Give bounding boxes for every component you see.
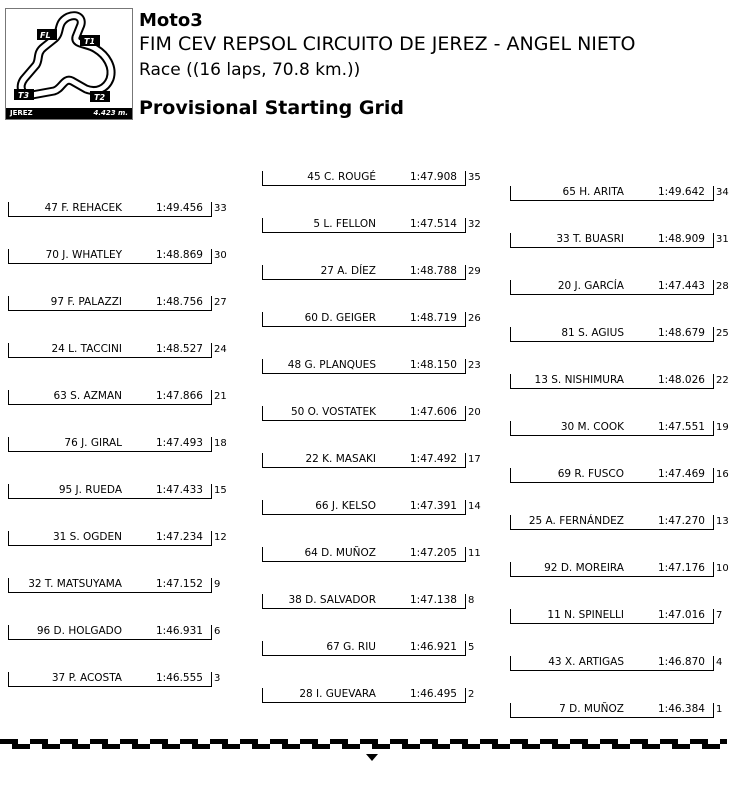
lap-time: 1:47.138 bbox=[410, 594, 466, 609]
grid-position: 4 bbox=[716, 657, 723, 668]
track-map-icon bbox=[6, 9, 132, 109]
grid-position: 22 bbox=[716, 375, 729, 386]
grid-slot bbox=[510, 327, 729, 342]
grid-slot bbox=[262, 688, 475, 703]
rider-name: 76 J. GIRAL bbox=[64, 437, 122, 449]
rider-name: 25 A. FERNÁNDEZ bbox=[528, 515, 624, 527]
grid-slot bbox=[510, 562, 729, 577]
grid-slot bbox=[262, 171, 481, 186]
rider-name: 95 J. RUEDA bbox=[58, 484, 122, 496]
grid-position: 29 bbox=[468, 266, 481, 277]
grid-slot bbox=[8, 249, 227, 264]
grid-slot bbox=[8, 437, 227, 452]
rider-name: 70 J. WHATLEY bbox=[45, 249, 122, 261]
lap-time: 1:48.719 bbox=[410, 312, 466, 327]
grid-slot bbox=[8, 202, 227, 217]
lap-time: 1:47.443 bbox=[658, 280, 714, 295]
grid-position: 28 bbox=[716, 281, 729, 292]
grid-slot bbox=[8, 296, 227, 311]
logo-footer bbox=[6, 108, 132, 119]
rider-name: 32 T. MATSUYAMA bbox=[28, 578, 122, 590]
grid-slot bbox=[262, 406, 481, 421]
rider-name: 97 F. PALAZZI bbox=[50, 296, 122, 308]
grid-position: 30 bbox=[214, 250, 227, 261]
grid-position: 15 bbox=[214, 485, 227, 496]
grid-position: 10 bbox=[716, 563, 729, 574]
grid-slot bbox=[510, 468, 729, 483]
circuit-name: JEREZ bbox=[10, 109, 33, 117]
lap-time: 1:48.788 bbox=[410, 265, 466, 280]
lap-time: 1:48.150 bbox=[410, 359, 466, 374]
grid-slot bbox=[262, 547, 481, 562]
rider-name: 22 K. MASAKI bbox=[305, 453, 376, 465]
direction-arrow-icon bbox=[366, 754, 378, 761]
grid-slot bbox=[8, 484, 227, 499]
grid-slot bbox=[8, 343, 227, 358]
lap-time: 1:46.921 bbox=[410, 641, 466, 656]
grid-position: 19 bbox=[716, 422, 729, 433]
grid-slot bbox=[262, 312, 481, 327]
event-title: FIM CEV REPSOL CIRCUITO DE JEREZ - ANGEL NIETO bbox=[139, 33, 636, 55]
lap-time: 1:46.384 bbox=[658, 703, 714, 718]
sector-label-t2: T2 bbox=[94, 93, 106, 102]
grid-slot bbox=[262, 218, 481, 233]
lap-time: 1:47.152 bbox=[156, 578, 212, 593]
lap-time: 1:46.931 bbox=[156, 625, 212, 640]
grid-position: 1 bbox=[716, 704, 723, 715]
grid-slot bbox=[510, 656, 723, 671]
grid-position: 7 bbox=[716, 610, 723, 621]
grid-slot bbox=[510, 421, 729, 436]
grid-slot bbox=[510, 515, 729, 530]
lap-time: 1:47.866 bbox=[156, 390, 212, 405]
rider-name: 63 S. AZMAN bbox=[53, 390, 122, 402]
rider-name: 65 H. ARITA bbox=[562, 186, 624, 198]
grid-slot bbox=[8, 531, 227, 546]
lap-time: 1:47.908 bbox=[410, 171, 466, 186]
grid-position: 24 bbox=[214, 344, 227, 355]
lap-time: 1:48.909 bbox=[658, 233, 714, 248]
grid-position: 31 bbox=[716, 234, 729, 245]
grid-slot bbox=[8, 672, 221, 687]
rider-name: 92 D. MOREIRA bbox=[544, 562, 624, 574]
start-finish-line bbox=[0, 739, 727, 749]
lap-time: 1:46.495 bbox=[410, 688, 466, 703]
grid-position: 3 bbox=[214, 673, 221, 684]
grid-position: 18 bbox=[214, 438, 227, 449]
lap-time: 1:47.016 bbox=[658, 609, 714, 624]
circuit-logo bbox=[5, 8, 133, 120]
lap-time: 1:47.205 bbox=[410, 547, 466, 562]
grid-position: 8 bbox=[468, 595, 475, 606]
sector-label-t3: T3 bbox=[18, 91, 30, 100]
grid-slot bbox=[262, 500, 481, 515]
grid-slot bbox=[262, 359, 481, 374]
grid-position: 16 bbox=[716, 469, 729, 480]
grid-position: 35 bbox=[468, 172, 481, 183]
grid-position: 25 bbox=[716, 328, 729, 339]
rider-name: 27 A. DÍEZ bbox=[320, 265, 376, 277]
sector-label-fl: FL bbox=[40, 31, 51, 40]
grid-position: 14 bbox=[468, 501, 481, 512]
grid-position: 21 bbox=[214, 391, 227, 402]
rider-name: 47 F. REHACEK bbox=[44, 202, 122, 214]
lap-time: 1:48.527 bbox=[156, 343, 212, 358]
grid-slot bbox=[8, 390, 227, 405]
grid-position: 23 bbox=[468, 360, 481, 371]
rider-name: 48 G. PLANQUES bbox=[287, 359, 376, 371]
rider-name: 28 I. GUEVARA bbox=[299, 688, 376, 700]
lap-time: 1:47.469 bbox=[658, 468, 714, 483]
grid-slot bbox=[8, 625, 221, 640]
rider-name: 30 M. COOK bbox=[560, 421, 624, 433]
rider-name: 60 D. GEIGER bbox=[304, 312, 376, 324]
grid-slot bbox=[262, 453, 481, 468]
grid-position: 6 bbox=[214, 626, 221, 637]
lap-time: 1:47.270 bbox=[658, 515, 714, 530]
sector-label-t1: T1 bbox=[84, 37, 96, 46]
lap-time: 1:48.869 bbox=[156, 249, 212, 264]
grid-position: 20 bbox=[468, 407, 481, 418]
grid-slot bbox=[510, 280, 729, 295]
grid-position: 17 bbox=[468, 454, 481, 465]
lap-time: 1:49.456 bbox=[156, 202, 212, 217]
grid-position: 2 bbox=[468, 689, 475, 700]
lap-time: 1:47.234 bbox=[156, 531, 212, 546]
grid-slot bbox=[510, 609, 723, 624]
lap-time: 1:47.514 bbox=[410, 218, 466, 233]
circuit-length: 4.423 m. bbox=[93, 109, 128, 117]
rider-name: 37 P. ACOSTA bbox=[51, 672, 122, 684]
lap-time: 1:47.606 bbox=[410, 406, 466, 421]
lap-time: 1:48.756 bbox=[156, 296, 212, 311]
grid-position: 33 bbox=[214, 203, 227, 214]
rider-name: 13 S. NISHIMURA bbox=[534, 374, 624, 386]
document-title: Provisional Starting Grid bbox=[139, 97, 404, 119]
grid-slot bbox=[510, 374, 729, 389]
grid-position: 11 bbox=[468, 548, 481, 559]
rider-name: 45 C. ROUGÉ bbox=[307, 171, 376, 183]
lap-time: 1:47.176 bbox=[658, 562, 714, 577]
grid-slot bbox=[510, 186, 729, 201]
grid-position: 9 bbox=[214, 579, 221, 590]
grid-slot bbox=[262, 641, 475, 656]
grid-position: 13 bbox=[716, 516, 729, 527]
lap-time: 1:48.026 bbox=[658, 374, 714, 389]
rider-name: 33 T. BUASRI bbox=[556, 233, 624, 245]
grid-position: 12 bbox=[214, 532, 227, 543]
rider-name: 50 O. VOSTATEK bbox=[290, 406, 376, 418]
lap-time: 1:47.551 bbox=[658, 421, 714, 436]
lap-time: 1:46.870 bbox=[658, 656, 714, 671]
rider-name: 69 R. FUSCO bbox=[557, 468, 624, 480]
rider-name: 38 D. SALVADOR bbox=[288, 594, 376, 606]
lap-time: 1:47.492 bbox=[410, 453, 466, 468]
lap-time: 1:47.391 bbox=[410, 500, 466, 515]
grid-position: 27 bbox=[214, 297, 227, 308]
rider-name: 64 D. MUÑOZ bbox=[304, 547, 376, 559]
lap-time: 1:47.493 bbox=[156, 437, 212, 452]
category-title: Moto3 bbox=[139, 10, 203, 31]
grid-position: 5 bbox=[468, 642, 475, 653]
lap-time: 1:46.555 bbox=[156, 672, 212, 687]
rider-name: 81 S. AGIUS bbox=[561, 327, 624, 339]
rider-name: 67 G. RIU bbox=[326, 641, 376, 653]
grid-position: 32 bbox=[468, 219, 481, 230]
grid-position: 34 bbox=[716, 187, 729, 198]
rider-name: 11 N. SPINELLI bbox=[547, 609, 624, 621]
race-info: Race ((16 laps, 70.8 km.)) bbox=[139, 60, 361, 80]
rider-name: 20 J. GARCÍA bbox=[557, 280, 624, 292]
rider-name: 43 X. ARTIGAS bbox=[548, 656, 624, 668]
grid-slot bbox=[262, 594, 475, 609]
rider-name: 24 L. TACCINI bbox=[51, 343, 122, 355]
rider-name: 96 D. HOLGADO bbox=[36, 625, 122, 637]
grid-slot bbox=[8, 578, 221, 593]
grid-slot bbox=[510, 703, 723, 718]
lap-time: 1:48.679 bbox=[658, 327, 714, 342]
lap-time: 1:49.642 bbox=[658, 186, 714, 201]
grid-slot bbox=[262, 265, 481, 280]
rider-name: 5 L. FELLON bbox=[313, 218, 376, 230]
rider-name: 7 D. MUÑOZ bbox=[559, 703, 624, 715]
grid-slot bbox=[510, 233, 729, 248]
rider-name: 31 S. OGDEN bbox=[52, 531, 122, 543]
lap-time: 1:47.433 bbox=[156, 484, 212, 499]
grid-position: 26 bbox=[468, 313, 481, 324]
rider-name: 66 J. KELSO bbox=[315, 500, 376, 512]
